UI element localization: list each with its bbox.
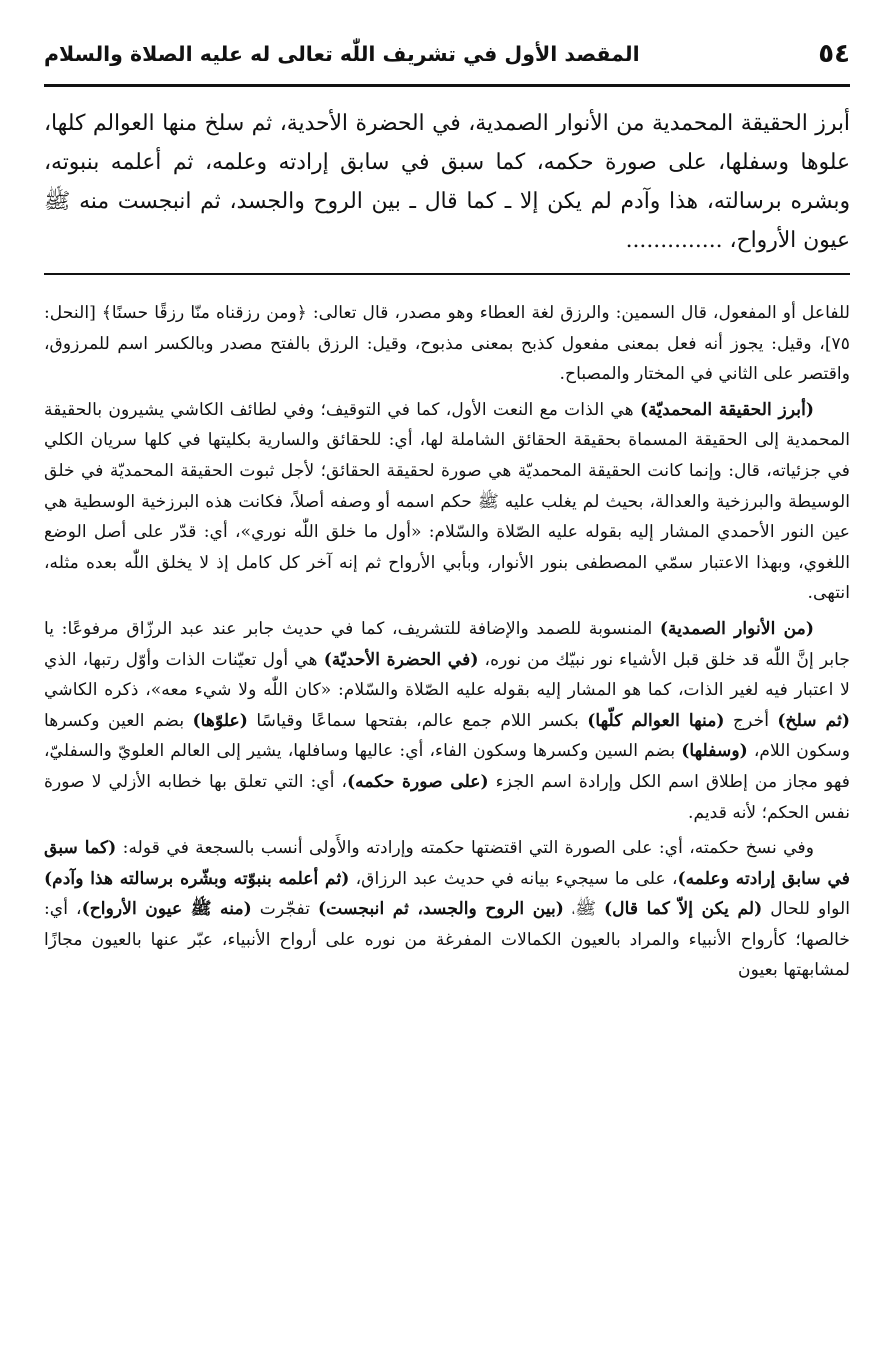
quoted-phrase: (على صورة حكمه): [347, 771, 489, 792]
running-title: المقصد الأول في تشريف اللّٰه تعالى له عليه الصلاة والسلام: [44, 42, 640, 66]
commentary-text: وفي نسخ حكمته، أي: على الصورة التي اقتضتها حكمته وإرادته والأَولى أنسب بالسجعة في قوله:: [116, 838, 814, 859]
main-text: [44, 104, 850, 260]
commentary-text: تفجّرت: [251, 899, 319, 920]
commentary-text: ، أي: التي تعلق بها خطابه الأزلي لا صورة نفس الحكم؛ لأنه قديم.: [44, 771, 850, 823]
book-page: [44, 28, 850, 991]
quoted-phrase: (منها العوالم كلّها): [587, 710, 725, 731]
quoted-phrase: (كما سبق في سابق إرادته وعلمه): [44, 838, 851, 889]
quoted-phrase: (بين الروح والجسد، ثم انبجست): [318, 899, 564, 920]
commentary-text: ، على ما سيجيء بيانه في حديث عبد الرزاق،: [349, 868, 678, 889]
commentary-text: ، أي: خالصها؛ كأرواح الأنبياء والمراد بالعيون الكمالات المفرغة من نوره على أرواح الأنبياء، عبّر عنها بالعيون مجازًا لمشابهتها بعيون: [44, 899, 850, 981]
commentary-text: هي الذات مع النعت الأول، كما في التوقيف؛ وفي لطائف الكاشي يشيرون بالحقيقة المحمدية إلى الحقيقة المسماة بحقيقة الحقائق الشاملة لها، أي: للحقائق والسارية بكليتها في كلها سريان الكلي في جزئياته، قال: وإنما كانت الحقيقة المحمديّة هي صورة لحقيقة الحقائق؛ لأجل ثبوت الحقيقة المحمديّة في خلق الوسيطة والبرزخية والعدالة، بحيث لم يغلب عليه ﷺ حكم اسمه أو وصفه أصلاً، فكانت هذه البرزخية الوسطية هي عين النور الأحمدي المشار إليه بقوله عليه الصّلاة والسّلام: «أول ما خلق اللّٰه نوري»، أي: قدّر على أصل الوضع اللغوي، وبهذا الاعتبار سمّي المصطفى بنور الأنوار، وبأبي الأرواح ثم إنه آخر كل كامل إذ لا يخلق اللّٰه بعده مثله، انتهى.: [44, 399, 850, 604]
commentary-text: بضم السين وكسرها وسكون الفاء، أي: عاليها وسافلها، يشير إلى العالم العلويّ والسفليّ، فهو مجاز من إطلاق اسم الكل وإرادة اسم الجزء: [44, 741, 850, 792]
quoted-phrase: (ثم أعلمه بنبوّته وبشّره برسالته هذا وآدم): [44, 868, 350, 889]
quoted-phrase: (في الحضرة الأحديّة): [323, 649, 479, 670]
commentary-text: بكسر اللام جمع عالم، بفتحها سماعًا وقياسًا: [247, 710, 588, 731]
header-rule: [44, 84, 850, 87]
quoted-phrase: (ثم سلخ): [777, 710, 850, 731]
quoted-phrase: (منه ﷺ عيون الأرواح): [81, 899, 252, 920]
commentary-paragraph-2: [44, 395, 850, 609]
quoted-phrase: (وسفلها): [681, 741, 748, 762]
main-text-paragraph: أبرز الحقيقة المحمدية من الأنوار الصمدية، في الحضرة الأحدية، ثم سلخ منها العوالم كلها، علوها وسفلها، على صورة حكمه، كما سبق في سابق إرادته وعلمه، ثم أعلمه بنبوته، وبشره برسالته، هذا وآدم لم يكن إلا ـ كما قال ـ بين الروح والجسد، ثم انبجست منه ﷺ عيون الأرواح، ..............: [44, 111, 850, 253]
page-number: ٥٤: [818, 39, 850, 69]
quoted-phrase: (لم يكن إلاّ كما قال): [604, 899, 763, 920]
commentary-paragraph-3: [44, 614, 850, 828]
quoted-phrase: (أبرز الحقيقة المحمديّة): [639, 399, 814, 420]
commentary-text: أخرج: [724, 710, 778, 731]
page-header: [44, 28, 850, 80]
commentary-paragraph-4: [44, 833, 850, 986]
commentary-paragraph-1: للفاعل أو المفعول، قال السمين: والرزق لغة العطاء وهو مصدر، قال تعالى: ﴿ومن رزقناه منّا رزقًا حسنًا﴾ [النحل: ٧٥]، وقيل: يجوز أنه فعل بمعنى مفعول كذبح بمعنى مذبوح، وقيل: الرزق بالفتح مصدر وبالكسر اسم للمرزوق، واقتصر على الثاني في المختار والمصباح.: [44, 303, 850, 385]
quoted-phrase: (علوّها): [192, 710, 248, 731]
commentary: [44, 298, 850, 986]
commentary-text: الواو للحال: [762, 899, 851, 920]
separator-rule: [44, 273, 850, 275]
commentary-text: بضم العين وكسرها وسكون اللام،: [44, 710, 850, 762]
commentary-text: هي أول تعيّنات الذات وأوّل رتبها، الذي لا اعتبار فيه لغير الذات، كما هو المشار إليه بقوله عليه الصّلاة والسّلام: «كان اللّٰه ولا شيء معه»، ذكره الكاشي: [44, 649, 850, 701]
commentary-text: المنسوبة للصمد والإضافة للتشريف، كما في حديث جابر عند عبد الرزّاق مرفوعًا: يا جابر إنَّ اللّٰه قد خلق قبل الأشياء نور نبيّك من نوره،: [44, 618, 850, 670]
quoted-phrase: (من الأنوار الصمدية): [659, 618, 814, 639]
commentary-text: ﷺ،: [563, 899, 604, 920]
